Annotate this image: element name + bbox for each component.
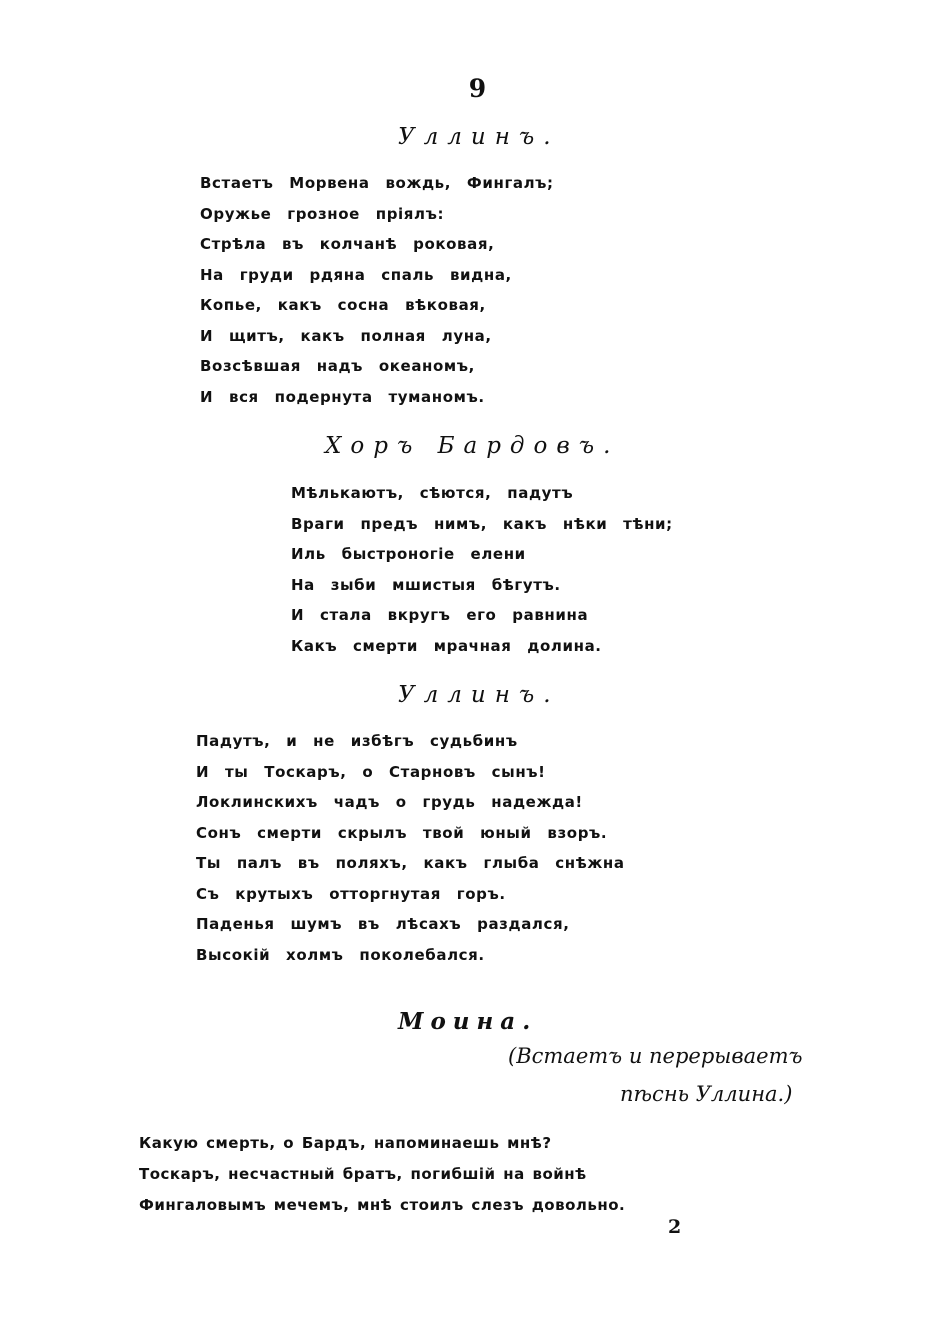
verse-stanza-2: [291, 478, 673, 661]
verse-line: Оружье грозное пріялъ:: [200, 204, 445, 223]
page-number: 9: [468, 74, 488, 103]
stage-direction-line-1: (Встаетъ и перерываетъ: [508, 1044, 803, 1068]
verse-line: И вся подернута туманомъ.: [200, 387, 485, 406]
prose-passage: [139, 1128, 625, 1221]
verse-line: На зыби мшистыя бѣгутъ.: [291, 575, 561, 594]
verse-line: Сонъ смерти скрылъ твой юный взоръ.: [196, 823, 608, 842]
verse-stanza-3: [196, 726, 625, 970]
verse-line: Какъ смерти мрачная долина.: [291, 636, 602, 655]
speaker-heading-ullin-2: Уллинъ.: [398, 682, 560, 708]
verse-line: Мѣлькаютъ, сѣются, падутъ: [291, 484, 574, 502]
verse-line: Ты палъ въ поляхъ, какъ глыба снѣжна: [196, 854, 625, 872]
verse-line: Иль быстроногіе елени: [291, 545, 526, 563]
speaker-heading-moina: Моина.: [398, 1008, 538, 1035]
signature-mark: 2: [668, 1216, 682, 1238]
verse-line: Высокій холмъ поколебался.: [196, 945, 485, 964]
verse-line: И щитъ, какъ полная луна,: [200, 326, 492, 345]
speaker-heading-ullin-1: Уллинъ.: [398, 124, 560, 150]
prose-line: Тоскаръ, несчастный братъ, погибшій на войнѣ: [139, 1165, 587, 1183]
verse-line: Съ крутыхъ отторгнутая горъ.: [196, 884, 506, 903]
verse-line: Враги предъ нимъ, какъ нѣки тѣни;: [291, 514, 673, 533]
verse-line: Встаетъ Морвена вождь, Фингалъ;: [200, 174, 554, 192]
verse-line: И ты Тоскаръ, о Старновъ сынъ!: [196, 762, 546, 781]
verse-line: Локлинскихъ чадъ о грудь надежда!: [196, 793, 583, 811]
stage-direction-line-2: пѣснь Уллина.): [620, 1082, 793, 1106]
verse-stanza-1: [200, 168, 554, 412]
verse-line: И стала вкругъ его равнина: [291, 606, 589, 624]
verse-line: Возсѣвшая надъ океаномъ,: [200, 357, 475, 375]
verse-line: Стрѣла въ колчанѣ роковая,: [200, 235, 495, 253]
verse-line: Копье, какъ сосна вѣковая,: [200, 296, 486, 314]
speaker-heading-chorus: Хоръ Бардовъ.: [325, 433, 620, 459]
prose-line: Какую смерть, о Бардъ, напоминаешь мнѣ?: [139, 1134, 552, 1152]
verse-line: Паденья шумъ въ лѣсахъ раздался,: [196, 915, 570, 933]
prose-line: Фингаловымъ мечемъ, мнѣ стоилъ слезъ довольно.: [139, 1196, 626, 1214]
verse-line: Падутъ, и не избѣгъ судьбинъ: [196, 732, 518, 750]
verse-line: На груди рдяна спаль видна,: [200, 265, 512, 284]
